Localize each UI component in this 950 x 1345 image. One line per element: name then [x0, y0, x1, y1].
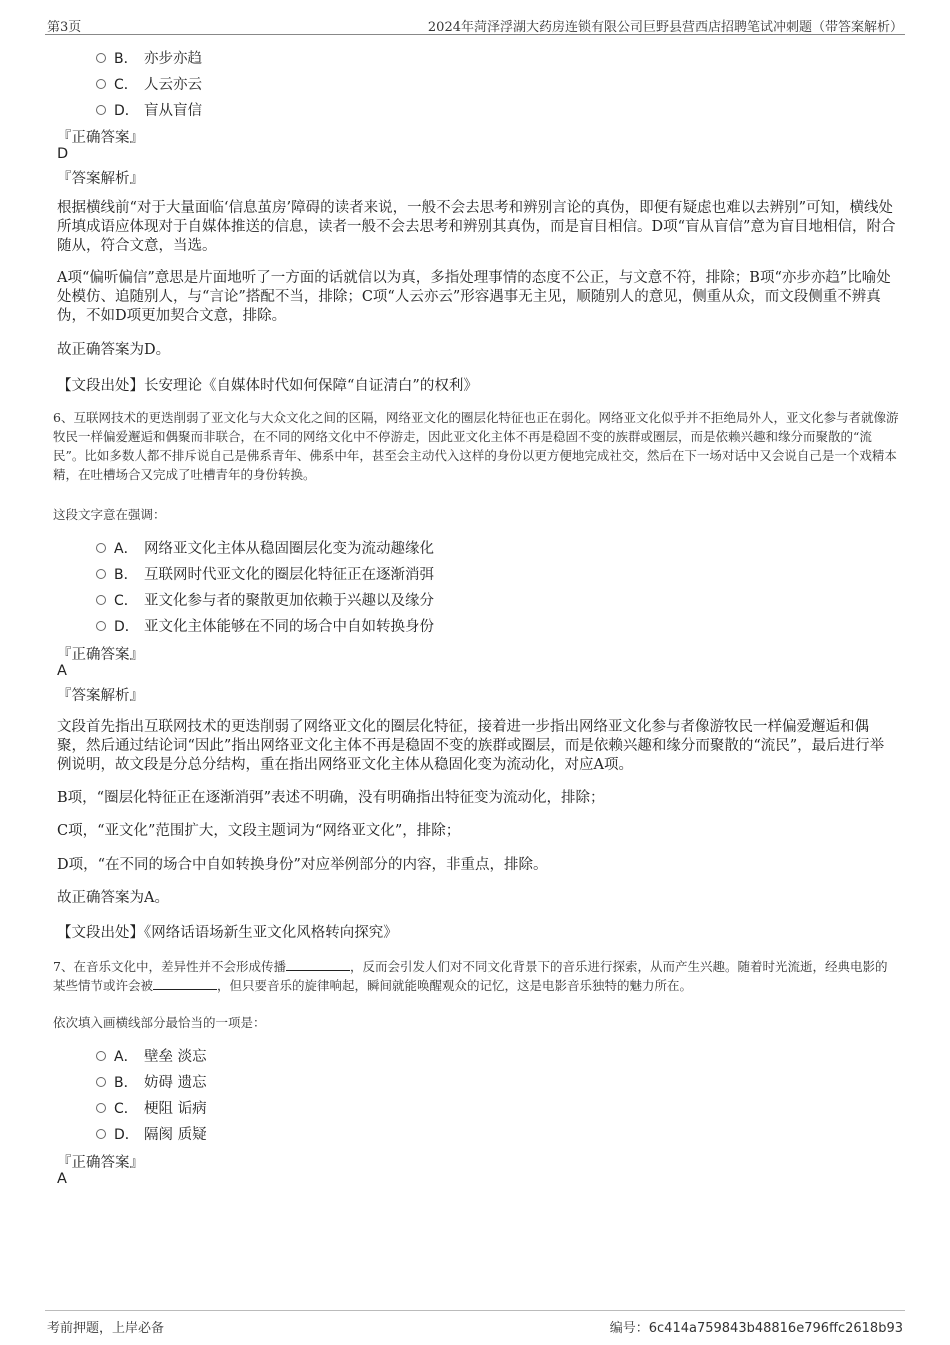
radio-icon[interactable]: [96, 105, 106, 115]
q5-analysis-conclusion: 故正确答案为D。: [57, 342, 171, 358]
radio-icon[interactable]: [96, 543, 106, 553]
q6-option-a[interactable]: A． 网络亚文化主体从稳固圈层化变为流动趣缘化: [96, 537, 434, 559]
q5-option-b[interactable]: B． 亦步亦趋: [96, 47, 202, 69]
fill-blank-2: [153, 977, 217, 990]
radio-icon[interactable]: [96, 1051, 106, 1061]
q5-analysis-label: 『答案解析』: [57, 171, 144, 187]
radio-icon[interactable]: [96, 1129, 106, 1139]
q6-source: 【文段出处】《网络话语场新生亚文化风格转向探究》: [57, 925, 398, 941]
page-number: 第3页: [47, 20, 82, 35]
radio-icon[interactable]: [96, 595, 106, 605]
radio-icon[interactable]: [96, 569, 106, 579]
q5-analysis-paragraph: 根据横线前“对于大量面临‘信息茧房’障碍的读者来说，一般不会去思考和辨别言论的真伪，即便有疑虑也难以去辨别”可知，横线处所填成语应体现对于自媒体推送的信息，读者一般不会去思考和辨别其真伪，而是盲目相信。D项“盲从盲信”意为盲目地相信，附合随从，符合文意，当选。: [57, 200, 896, 254]
q6-option-c[interactable]: C． 亚文化参与者的聚散更加依赖于兴趣以及缘分: [96, 589, 434, 611]
q6-option-b[interactable]: B． 互联网时代亚文化的圈层化特征正在逐渐消弭: [96, 563, 434, 585]
radio-icon[interactable]: [96, 621, 106, 631]
radio-icon[interactable]: [96, 53, 106, 63]
q6-question-text: 6、互联网技术的更迭削弱了亚文化与大众文化之间的区隔，网络亚文化的圈层化特征也正在弱化。网络亚文化似乎并不拒绝局外人，亚文化参与者就像游牧民一样偏爱邂逅和偶聚而非联合，在不同的网络文化中不停游走，因此亚文化主体不再是稳固不变的族群或圈层，而是依赖兴趣和缘分而聚散的“流民”。比如多数人都不排斥说自己是佛系青年、佛系中年，甚至会主动代入这样的身份以更方便地完成社交，然后在下一场对话中又会说自己是一个戏精本精，在吐槽场合又完成了吐槽青年的身份转换。: [53, 410, 899, 482]
footer-slogan: 考前押题，上岸必备: [47, 1321, 165, 1336]
q5-answer-label: 『正确答案』: [57, 130, 144, 146]
q7-option-c[interactable]: C． 梗阻 诟病: [96, 1097, 207, 1119]
q5-option-d[interactable]: D． 盲从盲信: [96, 99, 202, 121]
q7-option-d[interactable]: D． 隔阂 质疑: [96, 1123, 207, 1145]
page-header: [45, 14, 905, 35]
fill-blank-1: [286, 958, 350, 971]
q7-answer: A: [57, 1171, 67, 1187]
q6-answer: A: [57, 663, 67, 679]
q6-analysis-paragraph: B项，“圈层化特征正在逐渐消弭”表述不明确，没有明确指出特征变为流动化，排除；: [57, 790, 605, 806]
document-title: 2024年菏泽浮湖大药房连锁有限公司巨野县营西店招聘笔试冲刺题（带答案解析）: [427, 20, 903, 35]
q7-answer-label: 『正确答案』: [57, 1155, 144, 1171]
q6-option-d[interactable]: D． 亚文化主体能够在不同的场合中自如转换身份: [96, 615, 434, 637]
q7-option-b[interactable]: B． 妨碍 遗忘: [96, 1071, 207, 1093]
q6-analysis-label: 『答案解析』: [57, 688, 144, 704]
q7-question-text: 7、在音乐文化中，差异性并不会形成传播 ，反而会引发人们对不同文化背景下的音乐进行探索，从而产生兴趣。随着时光流逝，经典电影的某些情节或许会被 ，但只要音乐的旋律响起，瞬间就能唤醒观众的记忆，这是电影音乐独特的魅力所在。: [53, 959, 888, 993]
q5-answer: D: [57, 146, 69, 162]
q6-analysis-paragraph: 文段首先指出互联网技术的更迭削弱了网络亚文化的圈层化特征，接着进一步指出网络亚文化参与者像游牧民一样偏爱邂逅和偶聚，然后通过结论词“因此”指出网络亚文化主体不再是稳固不变的族群或圈层，而是依赖兴趣和缘分而聚散的“流民”，最后进行举例说明，故文段是分总分结构，重在指出网络亚文化主体从稳固化变为流动化，对应A项。: [57, 719, 885, 773]
radio-icon[interactable]: [96, 1077, 106, 1087]
q6-analysis-paragraph: D项，“在不同的场合中自如转换身份”对应举例部分的内容，非重点，排除。: [57, 857, 548, 873]
q5-source: 【文段出处】长安理论《自媒体时代如何保障“自证清白”的权利》: [57, 378, 478, 394]
q5-analysis-paragraph: A项“偏听偏信”意思是片面地听了一方面的话就信以为真，多指处理事情的态度不公正，与文意不符，排除；B项“亦步亦趋”比喻处处模仿、追随别人，与“言论”搭配不当，排除；C项“人云亦云”形容遇事无主见，顺随别人的意见，侧重从众，而文段侧重不辨真伪，不如D项更加契合文意，排除。: [57, 270, 891, 324]
q6-prompt: 这段文字意在强调：: [53, 507, 166, 522]
q7-prompt: 依次填入画横线部分最恰当的一项是：: [53, 1015, 266, 1030]
document-id: 编号：6c414a759843b48816e796ffc2618b93: [609, 1321, 903, 1336]
q6-answer-label: 『正确答案』: [57, 647, 144, 663]
q5-option-c[interactable]: C． 人云亦云: [96, 73, 202, 95]
q6-analysis-paragraph: C项，“亚文化”范围扩大，文段主题词为“网络亚文化”，排除；: [57, 823, 461, 839]
q7-option-a[interactable]: A． 壁垒 淡忘: [96, 1045, 207, 1067]
page-footer: [45, 1310, 905, 1335]
q6-analysis-conclusion: 故正确答案为A。: [57, 890, 169, 906]
radio-icon[interactable]: [96, 79, 106, 89]
radio-icon[interactable]: [96, 1103, 106, 1113]
